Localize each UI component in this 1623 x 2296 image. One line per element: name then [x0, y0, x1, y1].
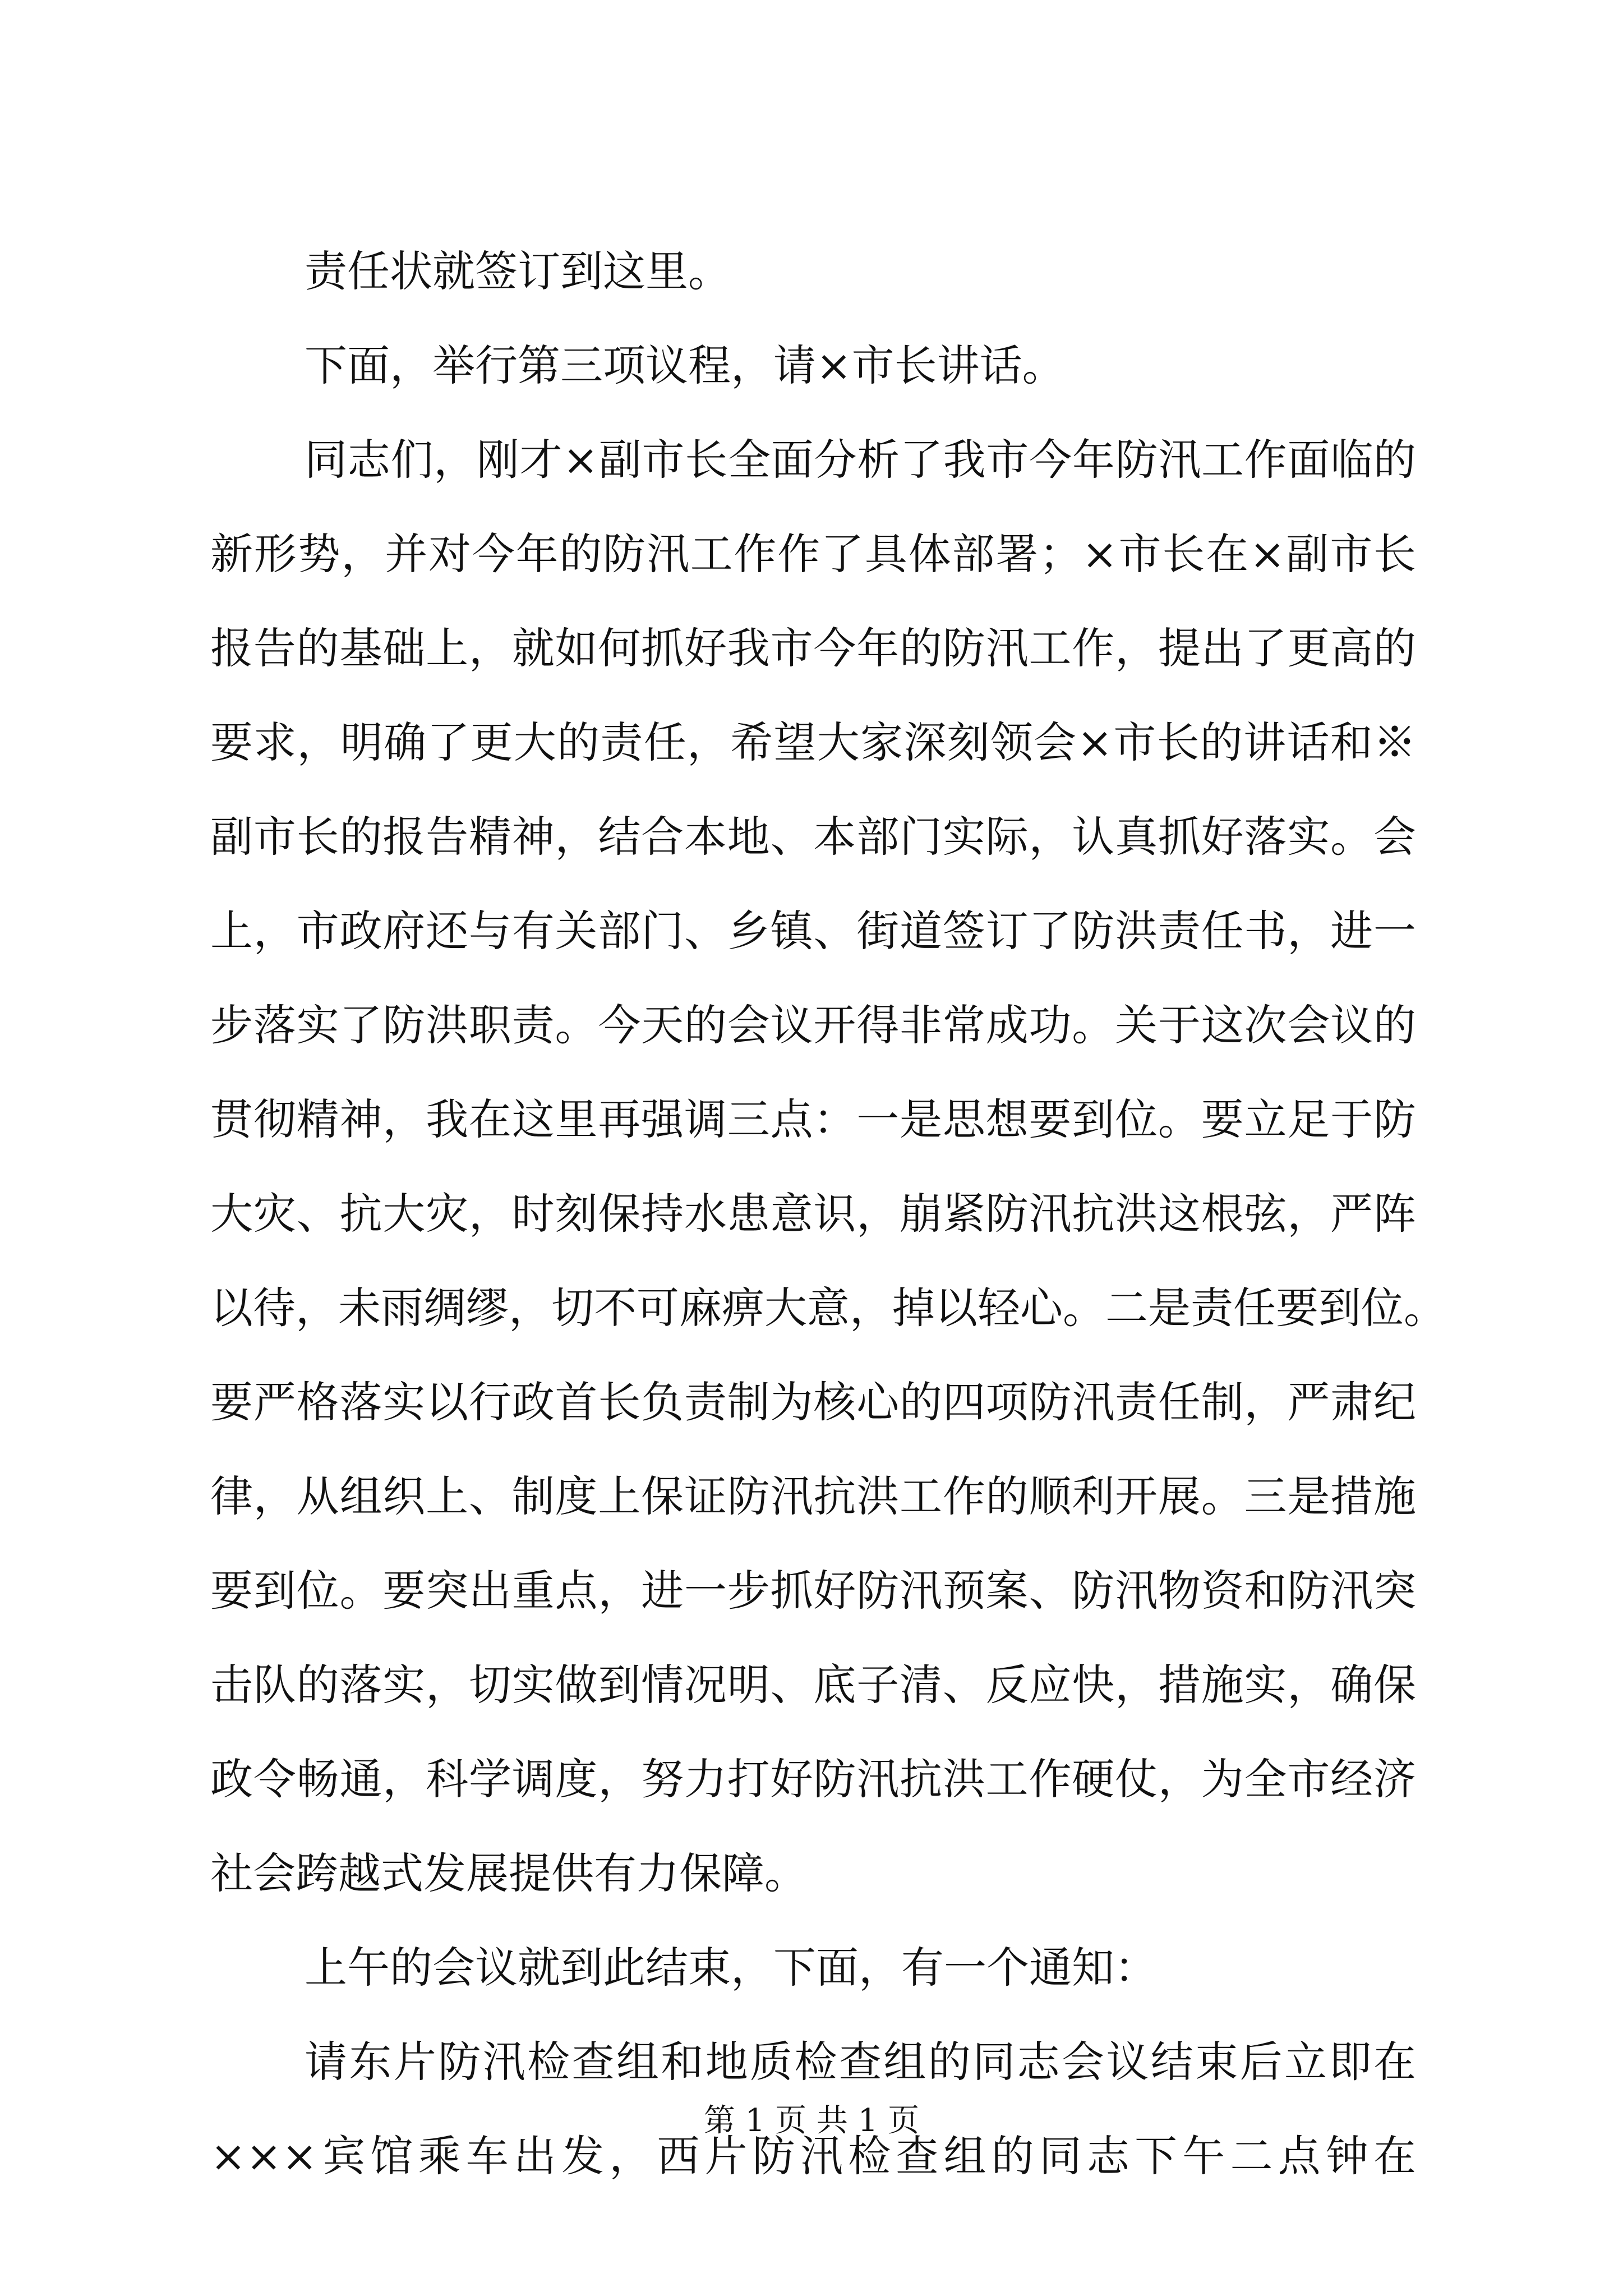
paragraph-line: 步落实了防洪职责。今天的会议开得非常成功。关于这次会议的	[210, 1000, 1416, 1050]
paragraph-line: 副市长的报告精神，结合本地、本部门实际，认真抓好落实。会	[210, 812, 1416, 862]
paragraph-line: 贯彻精神，我在这里再强调三点：一是思想要到位。要立足于防	[210, 1094, 1416, 1144]
paragraph-line: 责任状就签订到这里。	[305, 246, 731, 296]
paragraph-line: 律，从组织上、制度上保证防汛抗洪工作的顺利开展。三是措施	[210, 1471, 1416, 1521]
paragraph-line: 要严格落实以行政首长负责制为核心的四项防汛责任制，严肃纪	[210, 1377, 1416, 1427]
paragraph-line: 请东片防汛检查组和地质检查组的同志会议结束后立即在	[305, 2037, 1416, 2087]
paragraph-line: 要到位。要突出重点，进一步抓好防汛预案、防汛物资和防汛突	[210, 1566, 1416, 1616]
document-body	[210, 224, 1446, 2203]
paragraph-line: 上，市政府还与有关部门、乡镇、街道签订了防洪责任书，进一	[210, 906, 1416, 956]
paragraph-line: 社会跨越式发展提供有力保障。	[210, 1848, 807, 1898]
paragraph-line: 报告的基础上，就如何抓好我市今年的防汛工作，提出了更高的	[210, 623, 1416, 673]
paragraph-line: 新形势，并对今年的防汛工作作了具体部署；×市长在×副市长	[210, 529, 1416, 579]
paragraph-line: 下面，举行第三项议程，请×市长讲话。	[305, 341, 1065, 390]
paragraph-line: 上午的会议就到此结束，下面，有一个通知：	[305, 1943, 1157, 1993]
paragraph-line: 同志们，刚才×副市长全面分析了我市今年防汛工作面临的	[305, 435, 1416, 485]
paragraph-line: ×××宾馆乘车出发，西片防汛检查组的同志下午二点钟在	[210, 2131, 1416, 2181]
paragraph-line: 政令畅通，科学调度，努力打好防汛抗洪工作硬仗，为全市经济	[210, 1754, 1416, 1804]
page-footer: 第 1 页 共 1 页	[703, 2102, 920, 2139]
paragraph-line: 击队的落实，切实做到情况明、底子清、反应快，措施实，确保	[210, 1660, 1416, 1710]
paragraph-line: 要求，明确了更大的责任，希望大家深刻领会×市长的讲话和※	[210, 717, 1416, 767]
paragraph-line: 以待，未雨绸缪，切不可麻痹大意，掉以轻心。二是责任要到位。	[210, 1283, 1446, 1333]
paragraph-line: 大灾、抗大灾，时刻保持水患意识，崩紧防汛抗洪这根弦，严阵	[210, 1189, 1416, 1239]
